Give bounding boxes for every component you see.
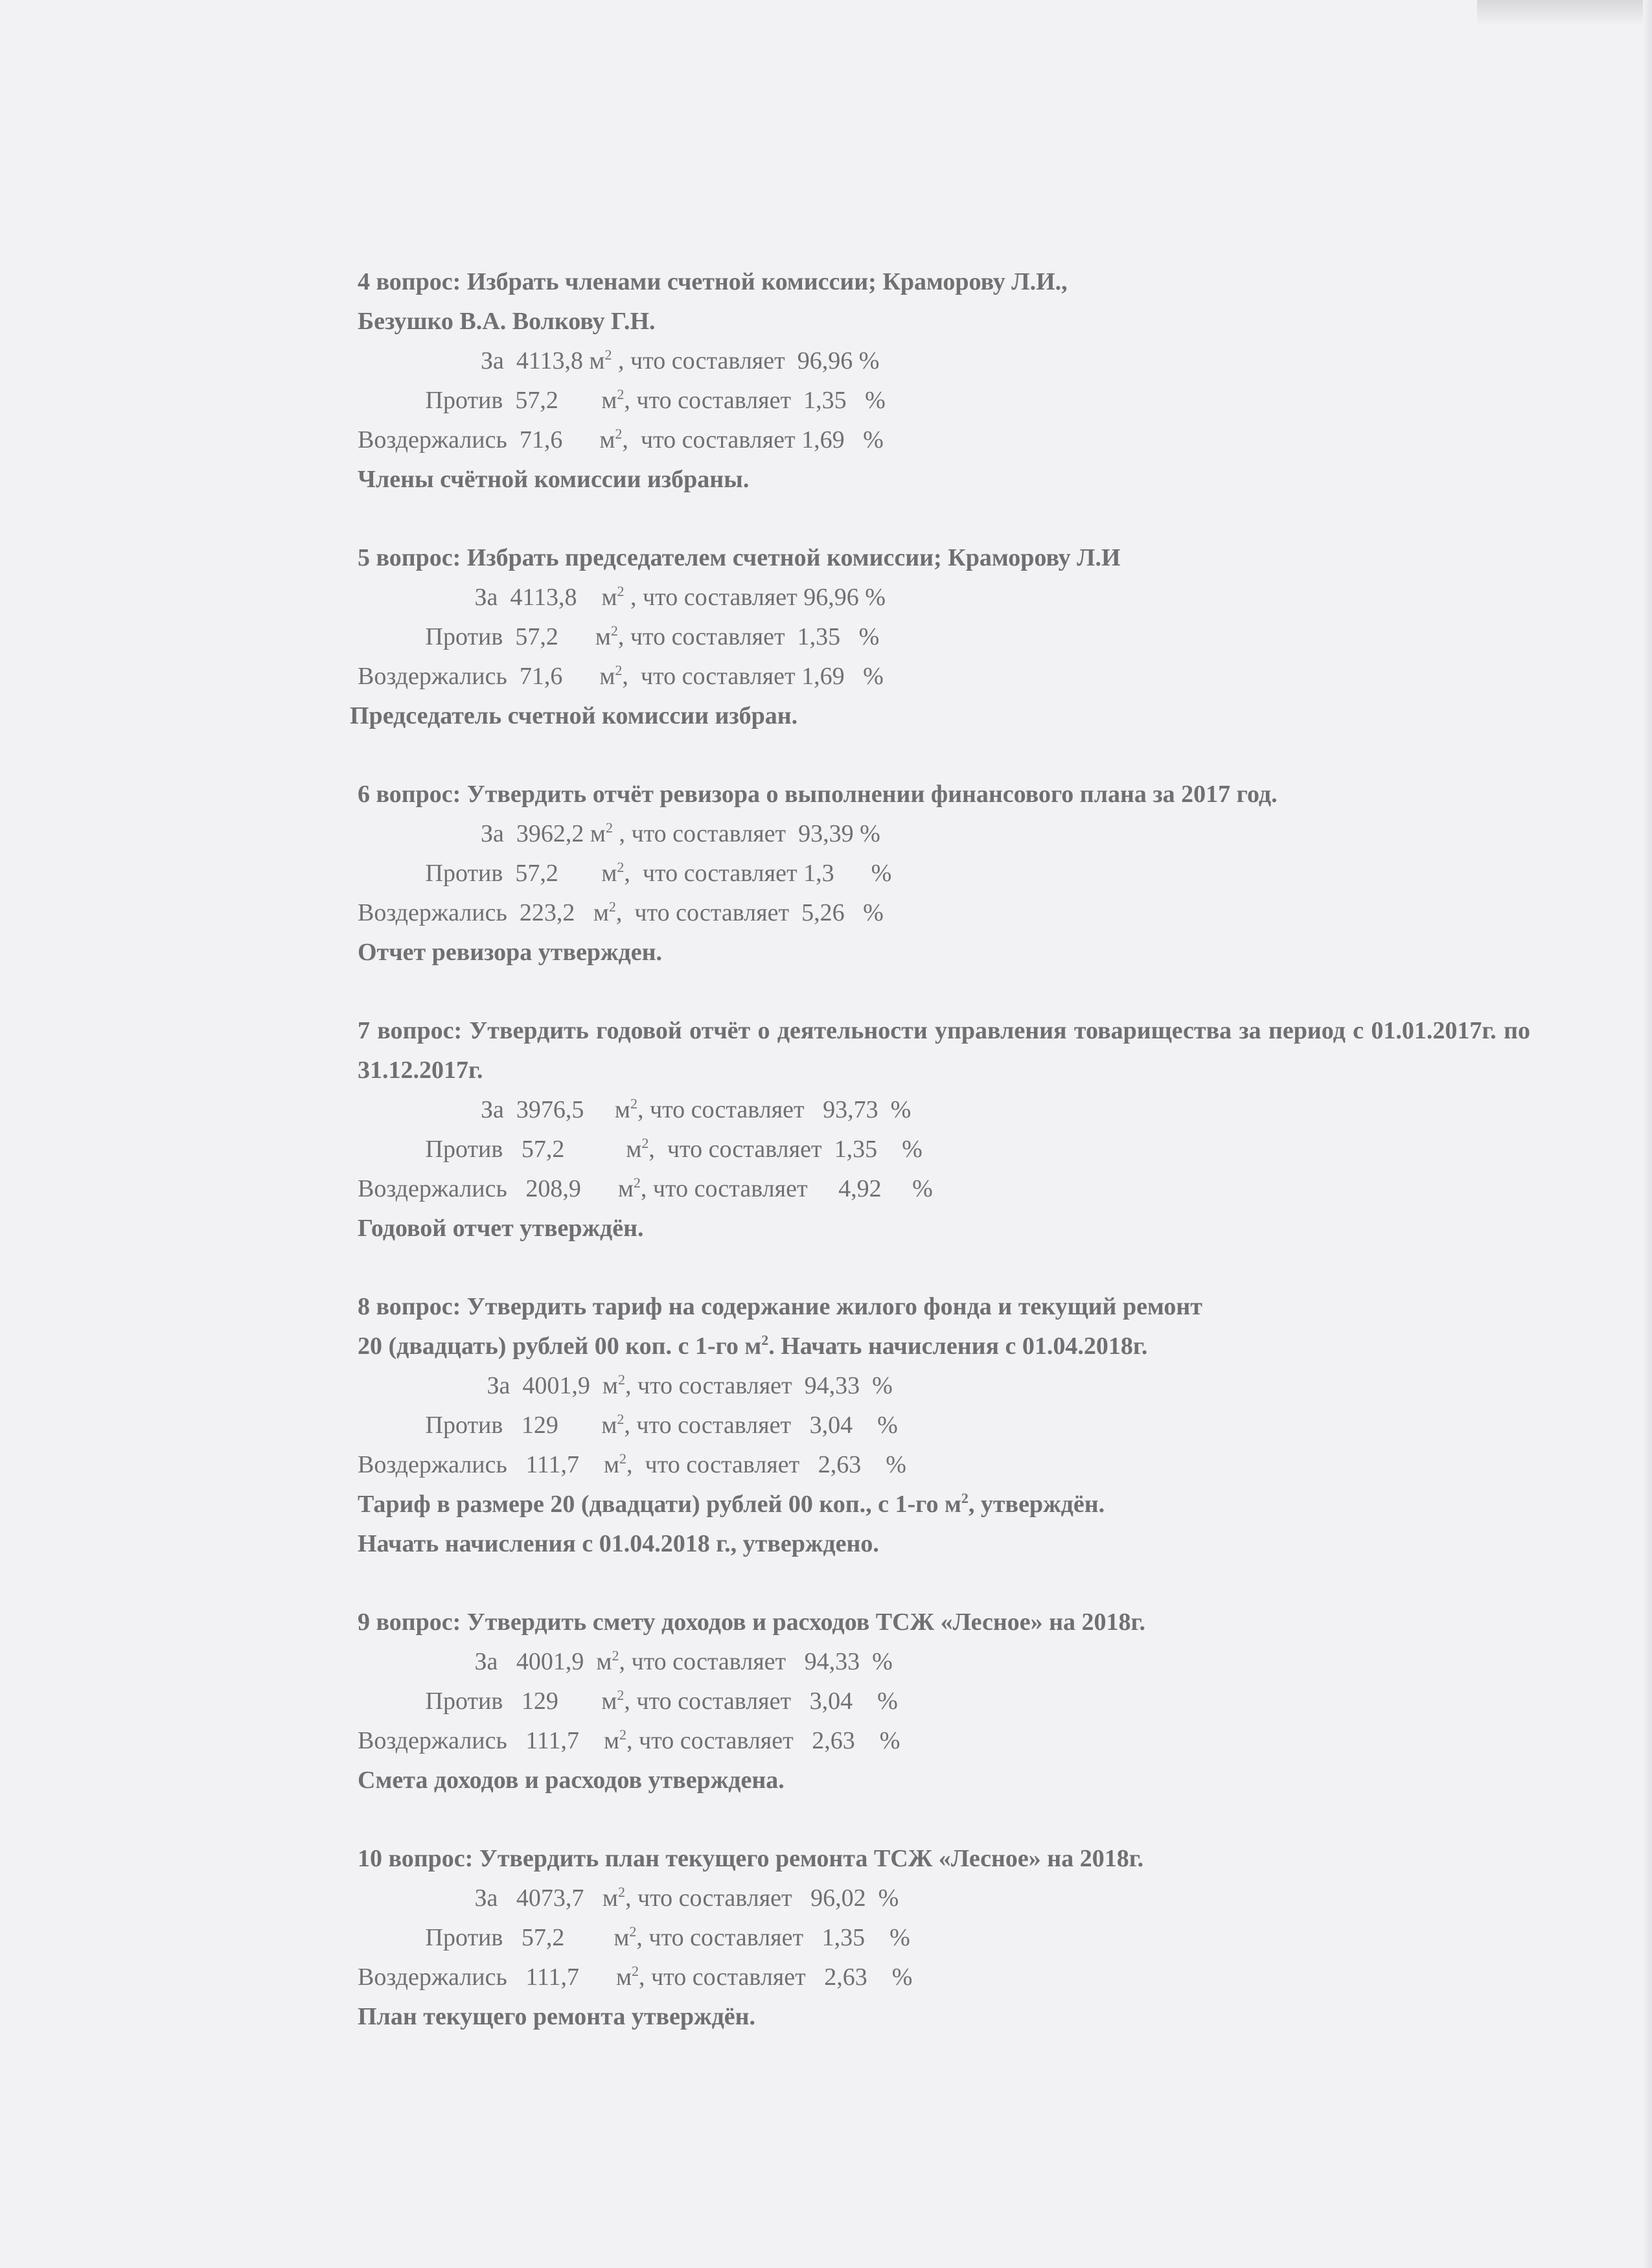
vote-abstain: Воздержались 111,7 $м^2$, что составляет 2,63 % (358, 1963, 913, 1991)
question-heading: 10 вопрос: Утвердить план текущего ремонта ТСЖ «Лесное» на 2018г. (358, 1845, 1144, 1872)
question-heading: 4 вопрос: Избрать членами счетной комиссии; Краморову Л.И., (358, 268, 1068, 295)
vote-against: Против 57,2 $м^2$, что составляет 1,35 % (358, 623, 880, 650)
vote-for: За 3976,5 $м^2$, что составляет 93,73 % (358, 1095, 912, 1123)
question-heading: 8 вопрос: Утвердить тариф на содержание жилого фонда и текущий ремонт (358, 1293, 1202, 1320)
question-result: План текущего ремонта утверждён. (358, 2003, 756, 2030)
scan-edge-right (1643, 0, 1652, 2268)
question-6 (358, 775, 1530, 972)
vote-for: За 4001,9 $м^2$, что составляет 94,33 % (358, 1371, 893, 1399)
vote-abstain: Воздержались 71,6 $м^2$, что составляет 1,69 % (358, 426, 884, 453)
question-5 (350, 538, 1530, 736)
question-result: Смета доходов и расходов утверждена. (358, 1767, 785, 1794)
question-7 (358, 1011, 1530, 1248)
vote-for: За 4113,8 $м^2$ , что составляет 96,96 % (358, 583, 886, 611)
question-result-cont: Начать начисления с 01.04.2018 г., утверждено. (358, 1530, 879, 1557)
vote-for: За 4113,8 $м^2$ , что составляет 96,96 % (358, 347, 880, 374)
vote-for: За 4001,9 $м^2$, что составляет 94,33 % (358, 1647, 893, 1675)
question-result: Члены счётной комиссии избраны. (358, 466, 750, 493)
vote-against: Против 57,2 $м^2$, что составляет 1,35 % (358, 1135, 923, 1163)
vote-against: Против 129 $м^2$, что составляет 3,04 % (358, 1687, 898, 1715)
question-result: Годовой отчет утверждён. (358, 1215, 644, 1242)
vote-for: За 3962,2 $м^2$ , что составляет 93,39 % (358, 819, 880, 847)
scan-edge-top (1477, 0, 1652, 26)
vote-abstain: Воздержались 111,7 $м^2$, что составляет 2,63 % (358, 1726, 901, 1754)
question-result: Тариф в размере 20 (двадцати) рублей 00 коп., с 1-го $м^2$, утверждён. (358, 1490, 1105, 1518)
vote-abstain: Воздержались 223,2 $м^2$, что составляет 5,26 % (358, 899, 884, 926)
question-result: Отчет ревизора утвержден. (358, 939, 663, 966)
question-4 (358, 262, 1530, 499)
vote-against: Против 57,2 $м^2$, что составляет 1,35 % (358, 386, 886, 414)
question-heading: 6 вопрос: Утвердить отчёт ревизора о выполнении финансового плана за 2017 год. (358, 781, 1278, 808)
vote-abstain: Воздержались 208,9 $м^2$, что составляет 4,92 % (358, 1174, 933, 1202)
question-8 (358, 1287, 1530, 1564)
question-heading-cont: 20 (двадцать) рублей 00 коп. с 1-го $м^2$. Начать начисления с 01.04.2018г. (358, 1332, 1148, 1360)
document-body (350, 262, 1530, 2076)
question-heading: 7 вопрос: Утвердить годовой отчёт о деятельности управления товарищества за период с 01.01.2017г. по 31.12.2017г. (358, 1017, 1530, 1084)
question-heading-cont: Безушко В.А. Волкову Г.Н. (358, 308, 656, 335)
question-9 (358, 1603, 1530, 1800)
vote-abstain: Воздержались 71,6 $м^2$, что составляет 1,69 % (358, 662, 884, 690)
question-10 (358, 1839, 1530, 2037)
question-heading: 5 вопрос: Избрать председателем счетной комиссии; Краморову Л.И (358, 544, 1121, 571)
question-result: Председатель счетной комиссии избран. (350, 702, 798, 729)
question-heading: 9 вопрос: Утвердить смету доходов и расходов ТСЖ «Лесное» на 2018г. (358, 1609, 1145, 1636)
vote-against: Против 129 $м^2$, что составляет 3,04 % (358, 1411, 898, 1439)
vote-against: Против 57,2 $м^2$, что составляет 1,35 % (358, 1923, 910, 1951)
vote-for: За 4073,7 $м^2$, что составляет 96,02 % (358, 1884, 899, 1912)
vote-against: Против 57,2 $м^2$, что составляет 1,3 % (358, 859, 892, 887)
vote-abstain: Воздержались 111,7 $м^2$, что составляет 2,63 % (358, 1450, 906, 1478)
